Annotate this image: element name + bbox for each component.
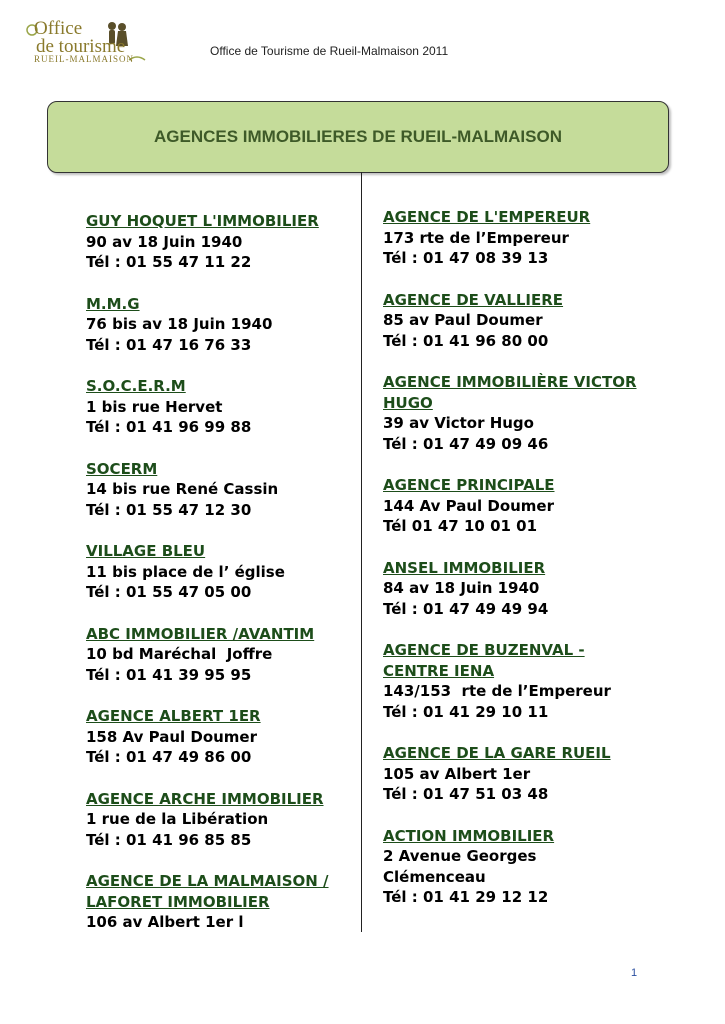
agency-address: 85 av Paul Doumer [383, 311, 543, 329]
agency-address: 158 Av Paul Doumer [86, 727, 257, 746]
agency-address: 106 av Albert 1er l [86, 913, 244, 931]
agency-phone: Tél : 01 55 47 11 22 [86, 253, 252, 271]
agency-entry [383, 640, 653, 722]
agency-address: 39 av Victor Hugo [383, 414, 534, 432]
agency-name: AGENCE DE BUZENVAL - CENTRE IENA [383, 641, 585, 680]
agency-entry [86, 376, 356, 438]
agency-entry [383, 207, 653, 269]
agency-name: SOCERM [86, 459, 158, 478]
agency-phone: Tél : 01 47 51 03 48 [383, 785, 549, 803]
agency-phone: Tél : 01 41 96 85 85 [86, 830, 252, 849]
agency-phone: Tél : 01 47 49 49 94 [383, 599, 549, 618]
agency-phone: Tél : 01 47 49 86 00 [86, 748, 252, 766]
agency-name: AGENCE DE LA GARE RUEIL [383, 744, 611, 762]
agency-address: 84 av 18 Juin 1940 [383, 579, 540, 597]
agency-address: 90 av 18 Juin 1940 [86, 232, 243, 251]
title-banner [47, 101, 669, 173]
agency-name: ACTION IMMOBILIER [383, 826, 555, 845]
agency-name: VILLAGE BLEU [86, 542, 206, 560]
agency-entry [383, 290, 653, 352]
left-agency-column [86, 211, 356, 954]
agency-name: M.M.G [86, 294, 140, 313]
page-title: AGENCES IMMOBILIERES DE RUEIL-MALMAISON [153, 127, 562, 146]
agency-name: ABC IMMOBILIER /AVANTIM [86, 624, 315, 643]
agency-name: AGENCE ALBERT 1ER [86, 707, 261, 725]
logo-office-text: Office [34, 18, 83, 39]
agency-name: S.O.C.E.R.M [86, 377, 186, 395]
agency-name: AGENCE IMMOBILIÈRE VICTOR HUGO [383, 373, 637, 412]
agency-phone: Tél : 01 41 29 10 11 [383, 702, 549, 721]
agency-address: 14 bis rue René Cassin [86, 480, 279, 498]
agency-phone: Tél : 01 47 49 09 46 [383, 434, 549, 453]
agency-entry [86, 294, 356, 356]
logo-tourisme-text: de tourisme [36, 36, 126, 57]
agency-phone: Tél : 01 47 08 39 13 [383, 249, 549, 267]
agency-address: 105 av Albert 1er [383, 764, 531, 783]
agency-entry [86, 624, 356, 686]
agency-entry [86, 706, 356, 768]
agency-address: 10 bd Maréchal Joffre [86, 645, 273, 663]
agency-entry [383, 558, 653, 620]
agency-name: ANSEL IMMOBILIER [383, 558, 546, 577]
agency-entry [383, 475, 653, 537]
agency-entry [383, 826, 653, 908]
logo-ville-text: RUEIL-MALMAISON [34, 54, 134, 64]
agency-entry [86, 789, 356, 851]
agency-name: AGENCE ARCHE IMMOBILIER [86, 789, 324, 808]
agency-address: 143/153 rte de l’Empereur [383, 682, 611, 700]
agency-address: 11 bis place de l’ église [86, 562, 285, 581]
agency-entry [383, 743, 653, 805]
header-title: Office de Tourisme de Rueil-Malmaison 2011 [210, 44, 449, 58]
agency-entry [86, 541, 356, 603]
office-tourisme-logo [24, 16, 154, 68]
column-divider [361, 172, 362, 932]
agency-address: 2 Avenue Georges [383, 847, 537, 865]
agency-address: Clémenceau [383, 867, 486, 886]
agency-name: AGENCE DE VALLIERE [383, 290, 564, 309]
agency-phone: Tél 01 47 10 01 01 [383, 517, 538, 535]
agency-name: AGENCE PRINCIPALE [383, 476, 555, 494]
agency-name: GUY HOQUET L'IMMOBILIER [86, 212, 319, 230]
agency-entry [86, 211, 356, 273]
agency-name: AGENCE DE L'EMPEREUR [383, 208, 591, 226]
agency-entry [383, 372, 653, 454]
agency-address: 76 bis av 18 Juin 1940 [86, 315, 273, 333]
agency-phone: Tél : 01 47 16 76 33 [86, 335, 252, 354]
agency-entry [86, 871, 356, 933]
agency-phone: Tél : 01 41 39 95 95 [86, 665, 252, 684]
page-number: 1 [631, 967, 638, 979]
agency-address: 1 bis rue Hervet [86, 397, 223, 416]
agency-phone: Tél : 01 55 47 05 00 [86, 583, 252, 601]
right-agency-column [383, 207, 653, 929]
agency-name: AGENCE DE LA MALMAISON / LAFORET IMMOBILIER [86, 872, 329, 911]
agency-phone: Tél : 01 41 29 12 12 [383, 888, 549, 906]
agency-phone: Tél : 01 55 47 12 30 [86, 500, 252, 519]
agency-entry [86, 459, 356, 521]
agency-address: 173 rte de l’Empereur [383, 228, 569, 247]
agency-phone: Tél : 01 41 96 99 88 [86, 418, 252, 436]
agency-address: 1 rue de la Libération [86, 810, 269, 828]
agency-address: 144 Av Paul Doumer [383, 496, 554, 515]
agency-phone: Tél : 01 41 96 80 00 [383, 331, 549, 350]
